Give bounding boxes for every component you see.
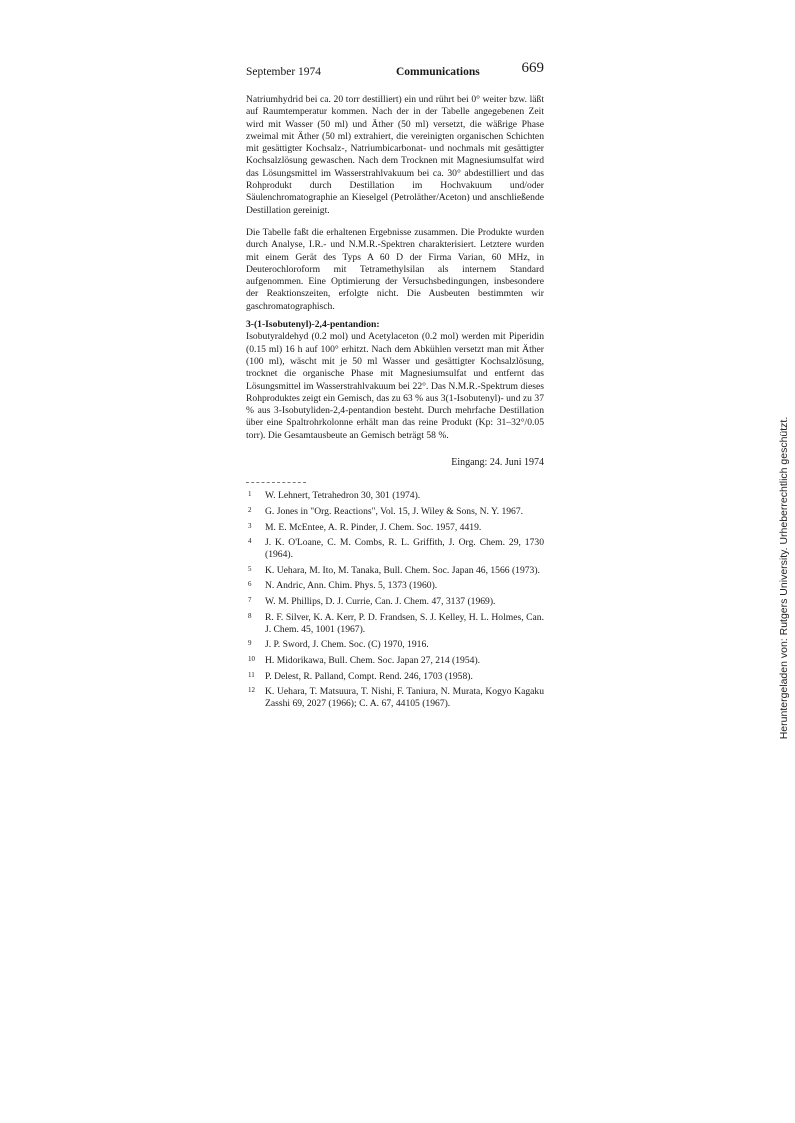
reference-text: P. Delest, R. Palland, Compt. Rend. 246, 1703 (1958). (265, 670, 473, 682)
reference-text: J. P. Sword, J. Chem. Soc. (C) 1970, 1916. (265, 639, 429, 651)
reference-list (246, 490, 544, 710)
reference-text: K. Uehara, T. Matsuura, T. Nishi, F. Taniura, N. Murata, Kogyo Kagaku Zasshi 69, 2027 (1966); C. A. 67, 44105 (1967). (265, 686, 544, 710)
reference-item (246, 506, 544, 518)
reference-number: 12 (248, 686, 255, 695)
reference-item (246, 639, 544, 651)
reference-text: H. Midorikawa, Bull. Chem. Soc. Japan 27, 214 (1954). (265, 655, 481, 667)
reference-number: 8 (248, 611, 252, 620)
reference-number: 4 (248, 537, 252, 546)
reference-number: 11 (248, 670, 255, 679)
reference-text: K. Uehara, M. Ito, M. Tanaka, Bull. Chem. Soc. Japan 46, 1566 (1973). (265, 564, 540, 576)
reference-text: R. F. Silver, K. A. Kerr, P. D. Frandsen, S. J. Kelley, H. L. Holmes, Can. J. Chem. 45, 1001 (1967). (265, 611, 544, 635)
reference-item (246, 490, 544, 502)
page-number: 669 (521, 60, 544, 76)
reference-item (246, 686, 544, 710)
article-body (246, 94, 544, 469)
reference-item (246, 655, 544, 667)
section-name: Communications (396, 66, 480, 78)
reference-number: 6 (248, 580, 252, 589)
reference-text: N. Andric, Ann. Chim. Phys. 5, 1373 (1960). (265, 580, 438, 592)
reference-text: G. Jones in "Org. Reactions", Vol. 15, J. Wiley & Sons, N. Y. 1967. (265, 505, 524, 517)
footnote-divider (246, 482, 306, 483)
paragraph-results: Die Tabelle faßt die erhaltenen Ergebnisse zusammen. Die Produkte wurden durch Analyse, I.R.- und N.M.R.-Spektren charakterisiert. Letztere wurden mit einem Gerät des Typs A 60 D der Firma Varian, 60 MHz, in Deuterochloroform mit Tetramethylsilan als internem Standard aufgenommen. Eine Optimierung der Versuchsbedingungen, insbesondere der Reaktionszeiten, erfolgte nicht. Die Ausbeuten bestimmten wir gaschromatographisch. (246, 226, 544, 312)
reference-item (246, 580, 544, 592)
received-date: Eingang: 24. Juni 1974 (451, 457, 544, 469)
reference-number: 7 (248, 596, 252, 605)
paragraph-procedure: Natriumhydrid bei ca. 20 torr destilliert) ein und rührt bei 0° weiter bzw. läßt auf Raumtemperatur kommen. Nach der in der Tabelle angegebenen Zeit wird mit Wasser (50 ml) und Äther (50 ml) versetzt, die wäßrige Phase zweimal mit Äther (50 ml) extrahiert, die vereinigten organischen Schichten mit gesättigter Kochsalz-, Natriumbicarbonat- und nochmals mit gesättigter Kochsalzlösung gewaschen. Nach dem Trocknen mit Magnesiumsulfat wird das Lösungsmittel im Wasserstrahlvakuum bei ca. 30° abdestilliert und das Rohprodukt durch Destillation im Hochvakuum und/oder Säulenchromatographie an Kieselgel (Petroläther/Aceton) und anschließende Destillation gereinigt. (246, 94, 544, 216)
reference-item (246, 537, 544, 561)
reference-number: 9 (248, 639, 252, 648)
reference-text: M. E. McEntee, A. R. Pinder, J. Chem. Soc. 1957, 4419. (265, 521, 482, 533)
reference-number: 10 (248, 655, 255, 664)
reference-item (246, 671, 544, 683)
download-notice: Heruntergeladen von: Rutgers University. Urheberrechtlich geschützt. (778, 416, 790, 740)
reference-number: 1 (248, 490, 252, 499)
issue-date: September 1974 (246, 66, 322, 78)
reference-text: W. M. Phillips, D. J. Currie, Can. J. Chem. 47, 3137 (1969). (265, 596, 496, 608)
page-header (246, 60, 544, 82)
reference-item (246, 612, 544, 636)
reference-item (246, 565, 544, 577)
reference-number: 3 (248, 521, 252, 530)
reference-item (246, 596, 544, 608)
reference-number: 5 (248, 564, 252, 573)
section-heading: 3-(1-Isobutenyl)-2,4-pentandion: (246, 319, 380, 331)
reference-item (246, 522, 544, 534)
reference-text: J. K. O'Loane, C. M. Combs, R. L. Griffith, J. Org. Chem. 29, 1730 (1964). (265, 537, 544, 561)
paragraph-synthesis: Isobutyraldehyd (0.2 mol) und Acetylaceton (0.2 mol) werden mit Piperidin (0.15 ml) 16 h auf 100° erhitzt. Nach dem Abkühlen versetzt man mit Äther (100 ml), wäscht mit je 50 ml Wasser und gesättigter Kochsalzlösung, trocknet die organische Phase mit Magnesiumsulfat und entfernt das Lösungsmittel im Wasserstrahlvakuum bei 22°. Das N.M.R.-Spektrum dieses Rohproduktes zeigt ein Gemisch, das zu 63 % aus 3(1-Isobutenyl)- und zu 37 % aus 3-Isobutyliden-2,4-pentandion besteht. Durch mehrfache Destillation über eine Spaltrohrkolonne erhält man das reine Produkt (Kp: 31–32°/0.05 torr). Die Gesamtausbeute an Gemisch beträgt 58 %. (246, 331, 544, 441)
reference-number: 2 (248, 505, 252, 514)
reference-text: W. Lehnert, Tetrahedron 30, 301 (1974). (265, 490, 421, 502)
journal-page (246, 60, 544, 714)
